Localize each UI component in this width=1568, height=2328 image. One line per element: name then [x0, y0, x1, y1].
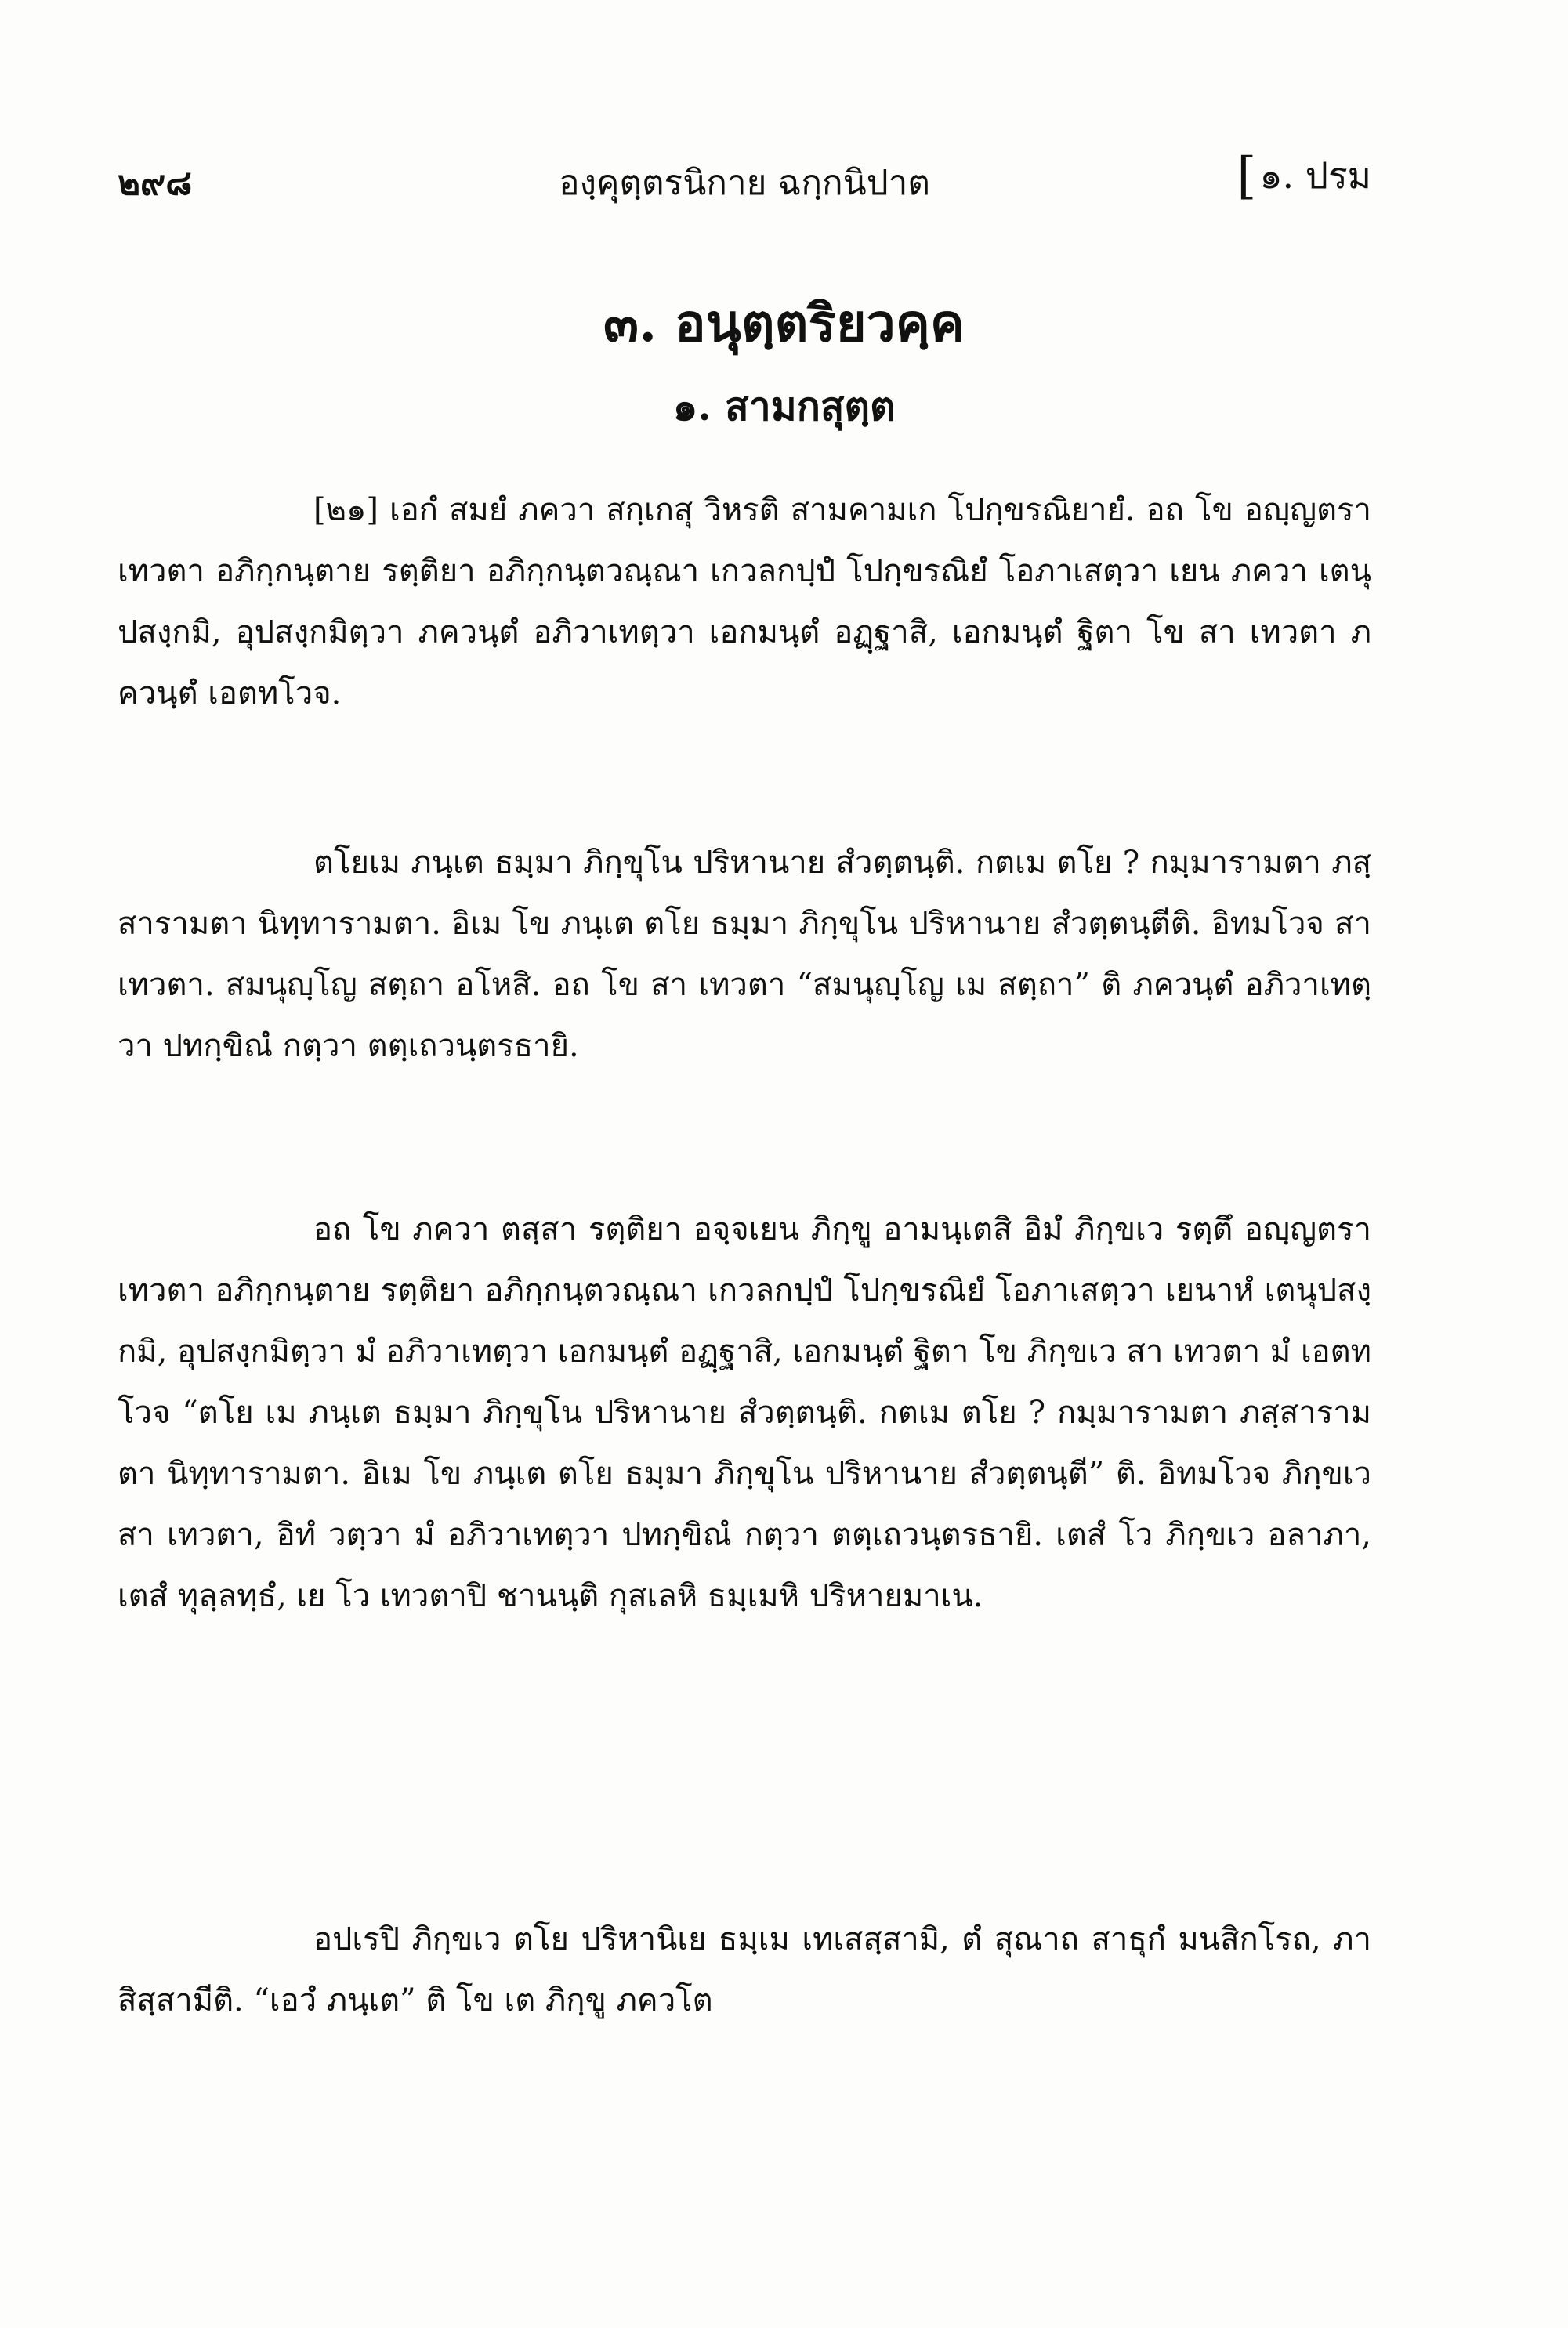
paragraph: อปเรปิ ภิกฺขเว ตโย ปริหานิเย ธมฺเม เทเสสฺสามิ, ตํ สุณาถ สาธุกํ มนสิกโรถ, ภาสิสฺสามีติ. “เอวํ ภนฺเต” ติ โข เต ภิกฺขู ภควโต — [118, 1921, 1371, 2018]
book-title: องฺคุตฺตรนิกาย ฉกฺกนิปาต — [559, 163, 930, 203]
paragraph: ตโยเม ภนฺเต ธมฺมา ภิกฺขุโน ปริหานาย สํวตฺตนฺติ. กตเม ตโย ? กมฺมารามตา ภสฺสารามตา นิทฺทารามตา. อิเม โข ภนฺเต ตโย ธมฺมา ภิกฺขุโน ปริหานาย สํวตฺตนฺตีติ. อิทมโวจ สา เทวตา. สมนุญฺโญ สตฺถา อโหสิ. อถ โข สา เทวตา “สมนุญฺโญ เม สตฺถา” ติ ภควนฺตํ อภิวาเทตฺวา ปทกฺขิณํ กตฺวา ตตฺเถวนฺตรธายิ. — [118, 845, 1371, 1064]
section-bracket: [ — [1237, 147, 1257, 205]
page-number: ๒๙๘ — [118, 163, 193, 203]
sutta-title: ๑. สามกสุตฺต — [672, 383, 896, 429]
chapter-title: ๓. อนุตฺตริยวคฺค — [603, 292, 965, 353]
paragraph: อถ โข ภควา ตสฺสา รตฺติยา อจฺจเยน ภิกฺขู อามนฺเตสิ อิมํ ภิกฺขเว รตฺตึ อญฺญตรา เทวตา อภิกฺกนฺตาย รตฺติยา อภิกฺกนฺตวณฺณา เกวลกปฺปํ โปกฺขรณิยํ โอภาเสตฺวา เยนาหํ เตนุปสงฺกมิ, อุปสงฺกมิตฺวา มํ อภิวาเทตฺวา เอกมนฺตํ อฏฺฐาสิ, เอกมนฺตํ ฐิตา โข ภิกฺขเว สา เทวตา มํ เอตทโวจ “ตโย เม ภนฺเต ธมฺมา ภิกฺขุโน ปริหานาย สํวตฺตนฺติ. กตเม ตโย ? กมฺมารามตา ภสฺสารามตา นิทฺทารามตา. อิเม โข ภนฺเต ตโย ธมฺมา ภิกฺขุโน ปริหานาย สํวตฺตนฺตี” ติ. อิทมโวจ ภิกฺขเว สา เทวตา, อิทํ วตฺวา มํ อภิวาเทตฺวา ปทกฺขิณํ กตฺวา ตตฺเถวนฺตรธายิ. เตสํ โว ภิกฺขเว อลาภา, เตสํ ทุลฺลทฺธํ, เย โว เทวตาปิ ชานนฺติ กุสเลหิ ธมฺเมหิ ปริหายมาเน. — [118, 1211, 1371, 1614]
paragraph: [๒๑] เอกํ สมยํ ภควา สกฺเกสุ วิหรติ สามคามเก โปกฺขรณิยายํ. อถ โข อญฺญตรา เทวตา อภิกฺกนฺตาย รตฺติยา อภิกฺกนฺตวณฺณา เกวลกปฺปํ โปกฺขรณิยํ โอภาเสตฺวา เยน ภควา เตนุปสงฺกมิ, อุปสงฺกมิตฺวา ภควนฺตํ อภิวาเทตฺวา เอกมนฺตํ อฏฺฐาสิ, เอกมนฺตํ ฐิตา โข สา เทวตา ภควนฺตํ เอตทโวจ. — [118, 492, 1371, 711]
section-label: ๑. ปรม — [1259, 154, 1371, 197]
section-marker — [1237, 147, 1371, 205]
running-header — [118, 147, 1371, 210]
